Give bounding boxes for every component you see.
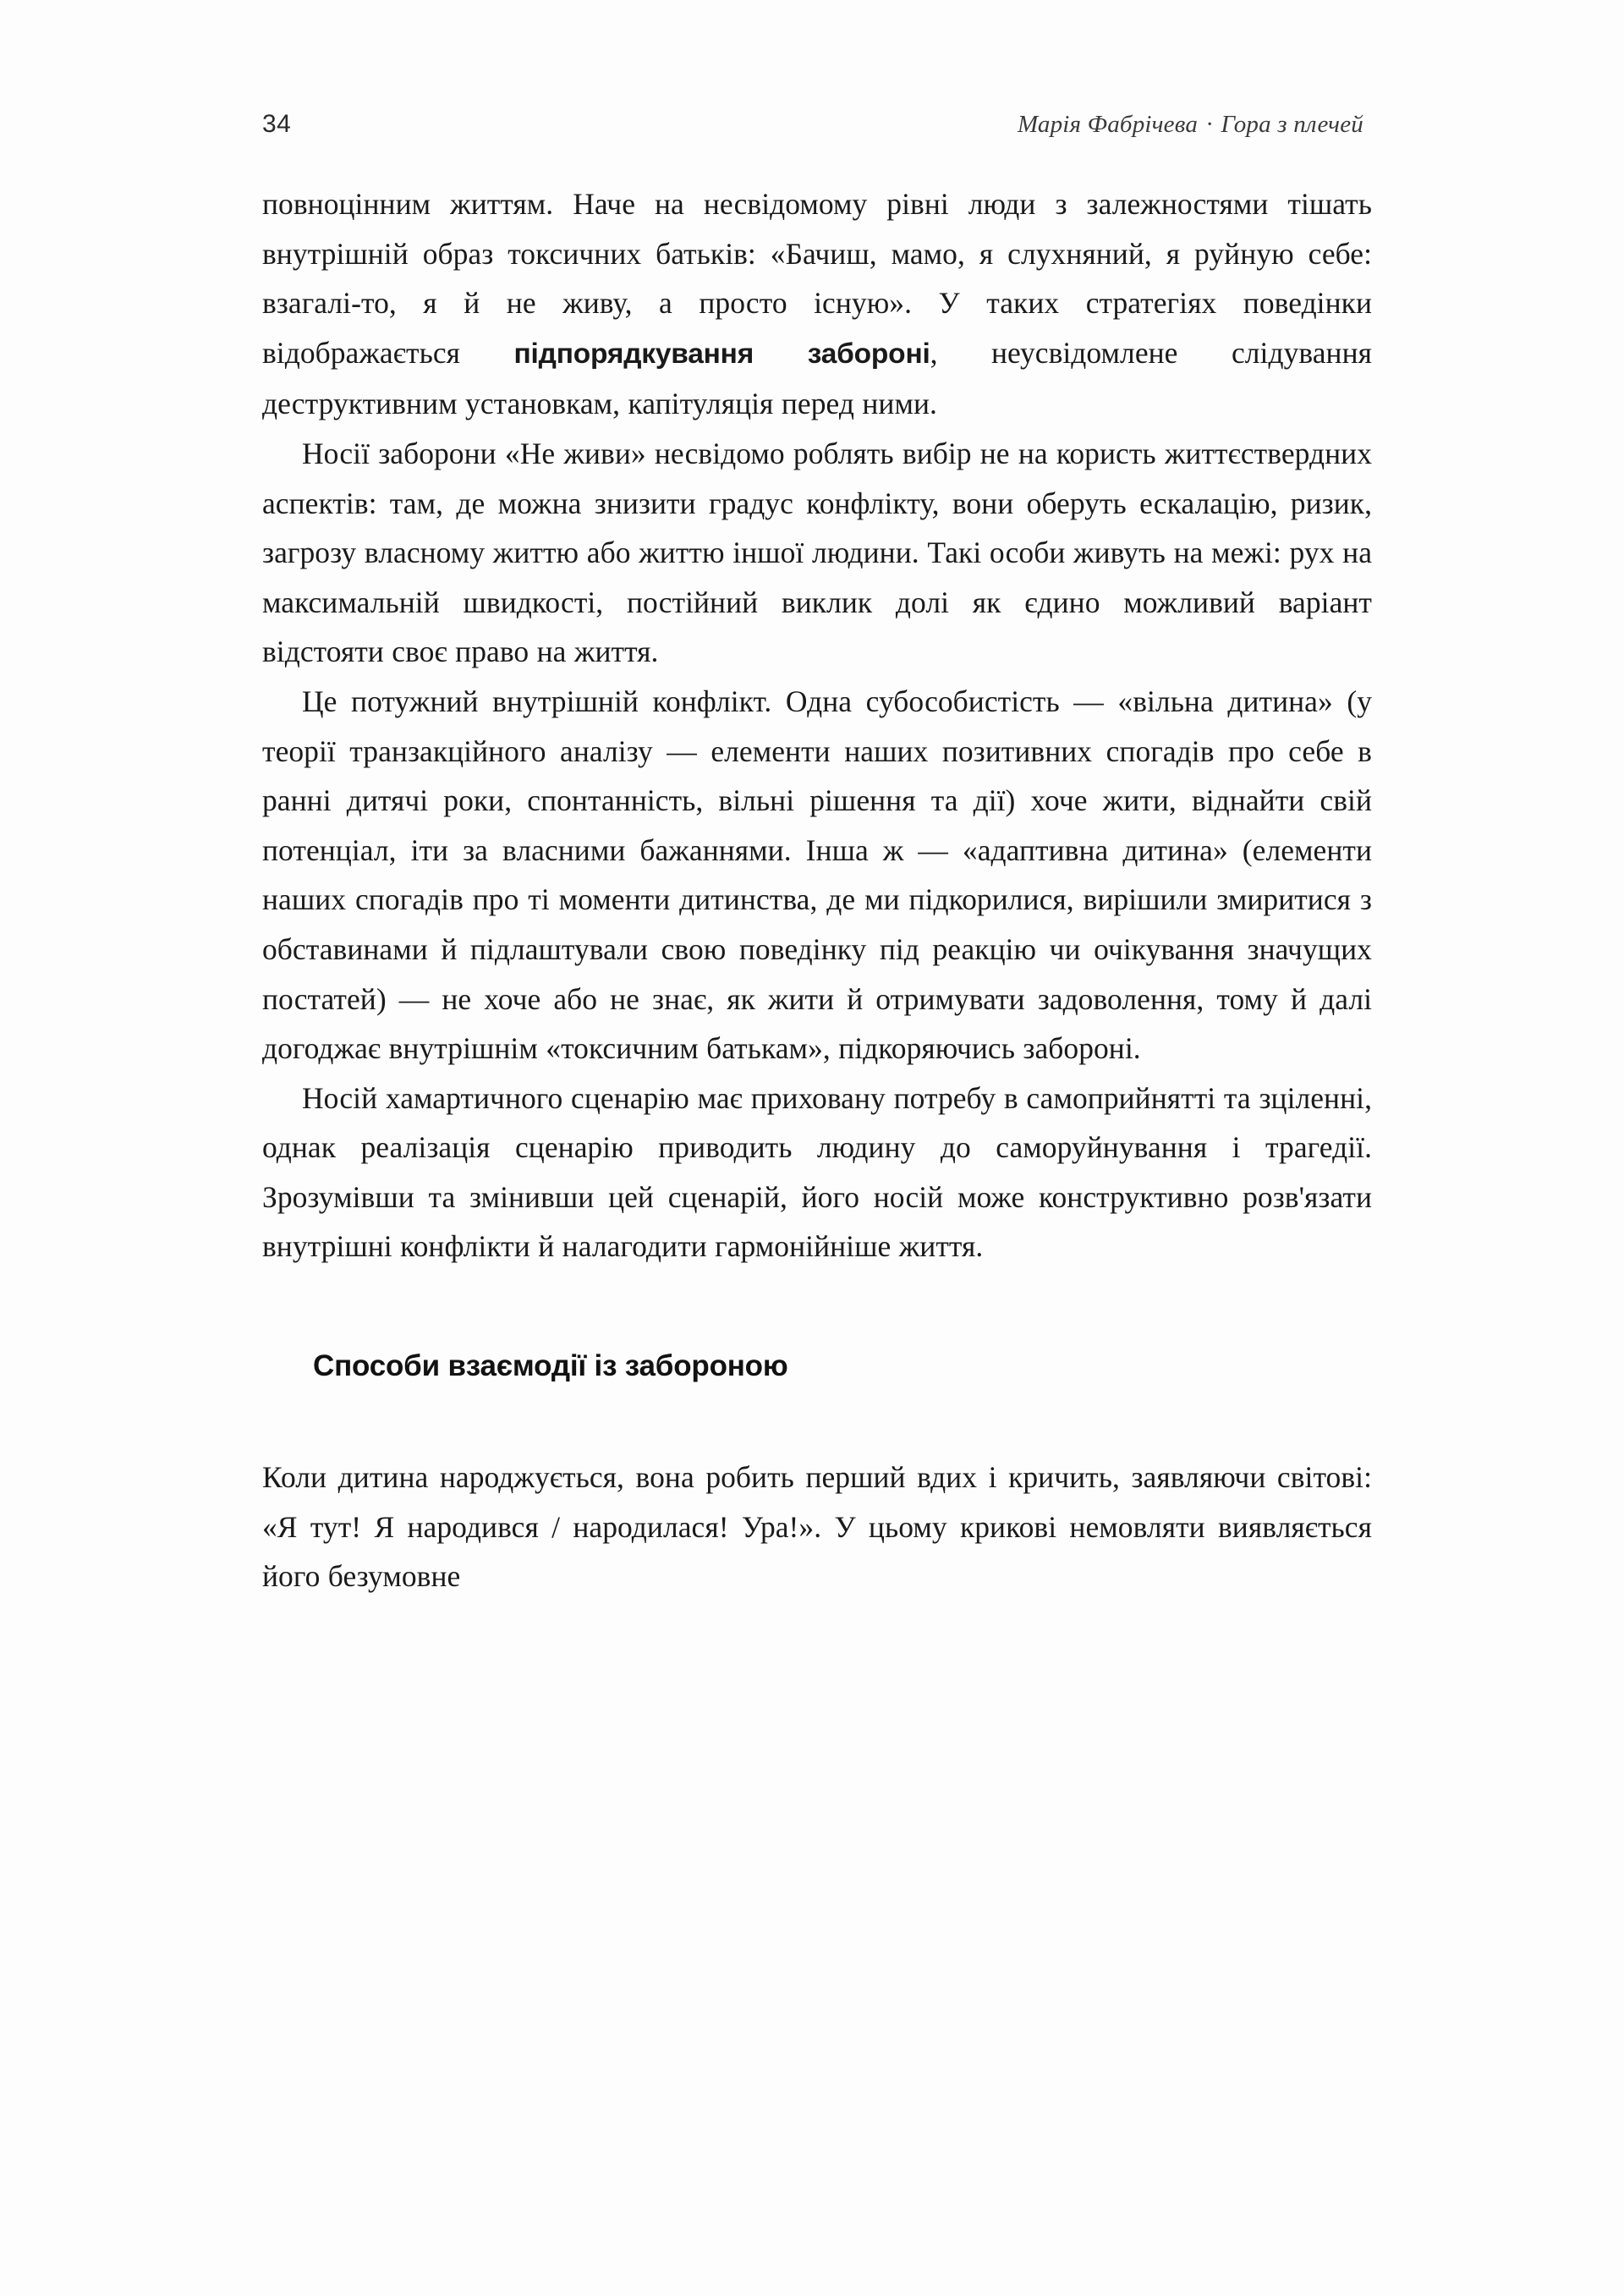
paragraph-5: Коли дитина народжується, вона робить перший вдих і кричить, заявляючи світові: «Я тут! Я народився / народилася! Ура!». У цьому крикові немовляти виявляється його безумовне xyxy=(262,1460,1372,1594)
section-subheading: Способи взаємодії із забороною xyxy=(313,1349,788,1383)
spacer-after-subheading xyxy=(262,1387,1372,1453)
text-column xyxy=(262,179,1372,1601)
page-number: 34 xyxy=(262,110,292,138)
spacer-before-subheading xyxy=(262,1272,1372,1346)
paragraph-1 xyxy=(262,179,1372,429)
paragraph-1-text-after-emphasis: , неусвідомлене слідування деструктивним установкам, капітуляція перед ними. xyxy=(262,335,1372,421)
running-head xyxy=(262,110,1370,147)
paragraph-3: Це потужний внутрішній конфлікт. Одна субособистість — «вільна дитина» (у теорії транзакційного аналізу — елементи наших позитивних спогадів про себе в ранні дитячі роки, спонтанність, вільні рішення та дії) хоче жити, віднайти свій потенціал, іти за власними бажаннями. Інша ж — «адаптивна дитина» (елементи наших спогадів про ті моменти дитинства, де ми підкорилися, вирішили змиритися з обставинами й підлаштували свою поведінку під реакцію чи очікування значущих постатей) — не хоче або не знає, як жити й отримувати задоволення, тому й далі догоджає внутрішнім «токсичним батькам», підкоряючись забороні. xyxy=(262,684,1372,1066)
emphasis-pidporyadkuvannya-zaboroni: підпорядкування забороні xyxy=(513,338,930,370)
running-head-separator: · xyxy=(1206,111,1213,138)
paragraph-1-text-before-emphasis: повноцінним життям. Наче на несвідомому рівні люди з залежностями тішать внутрішній образ токсичних батьків: «Бачиш, мамо, я слухняний, я руйную себе: взагалі-то, я й не живу, а просто існую». У таких стратегіях поведінки відображається xyxy=(262,187,1372,370)
paragraph-4: Носій хамартичного сценарію має приховану потребу в самоприйнятті та зціленні, однак реалізація сценарію приводить людину до саморуйнування і трагедії. Зрозумівши та змінивши цей сценарій, його носій може конструктивно розв'язати внутрішні конфлікти й налагодити гармонійніше життя. xyxy=(262,1080,1372,1264)
running-head-title xyxy=(1018,111,1363,139)
running-head-book-title: Гора з плечей xyxy=(1221,111,1363,138)
running-head-author: Марія Фабрічева xyxy=(1017,111,1199,138)
paragraph-2: Носії заборони «Не живи» несвідомо роблять вибір не на користь життєствердних аспектів: там, де можна знизити градус конфлікту, вони оберуть ескалацію, ризик, загрозу власному життю або життю іншої людини. Такі особи живуть на межі: рух на максимальній швидкості, постійний виклик долі як єдино можливий варіант відстояти своє право на життя. xyxy=(262,436,1372,669)
